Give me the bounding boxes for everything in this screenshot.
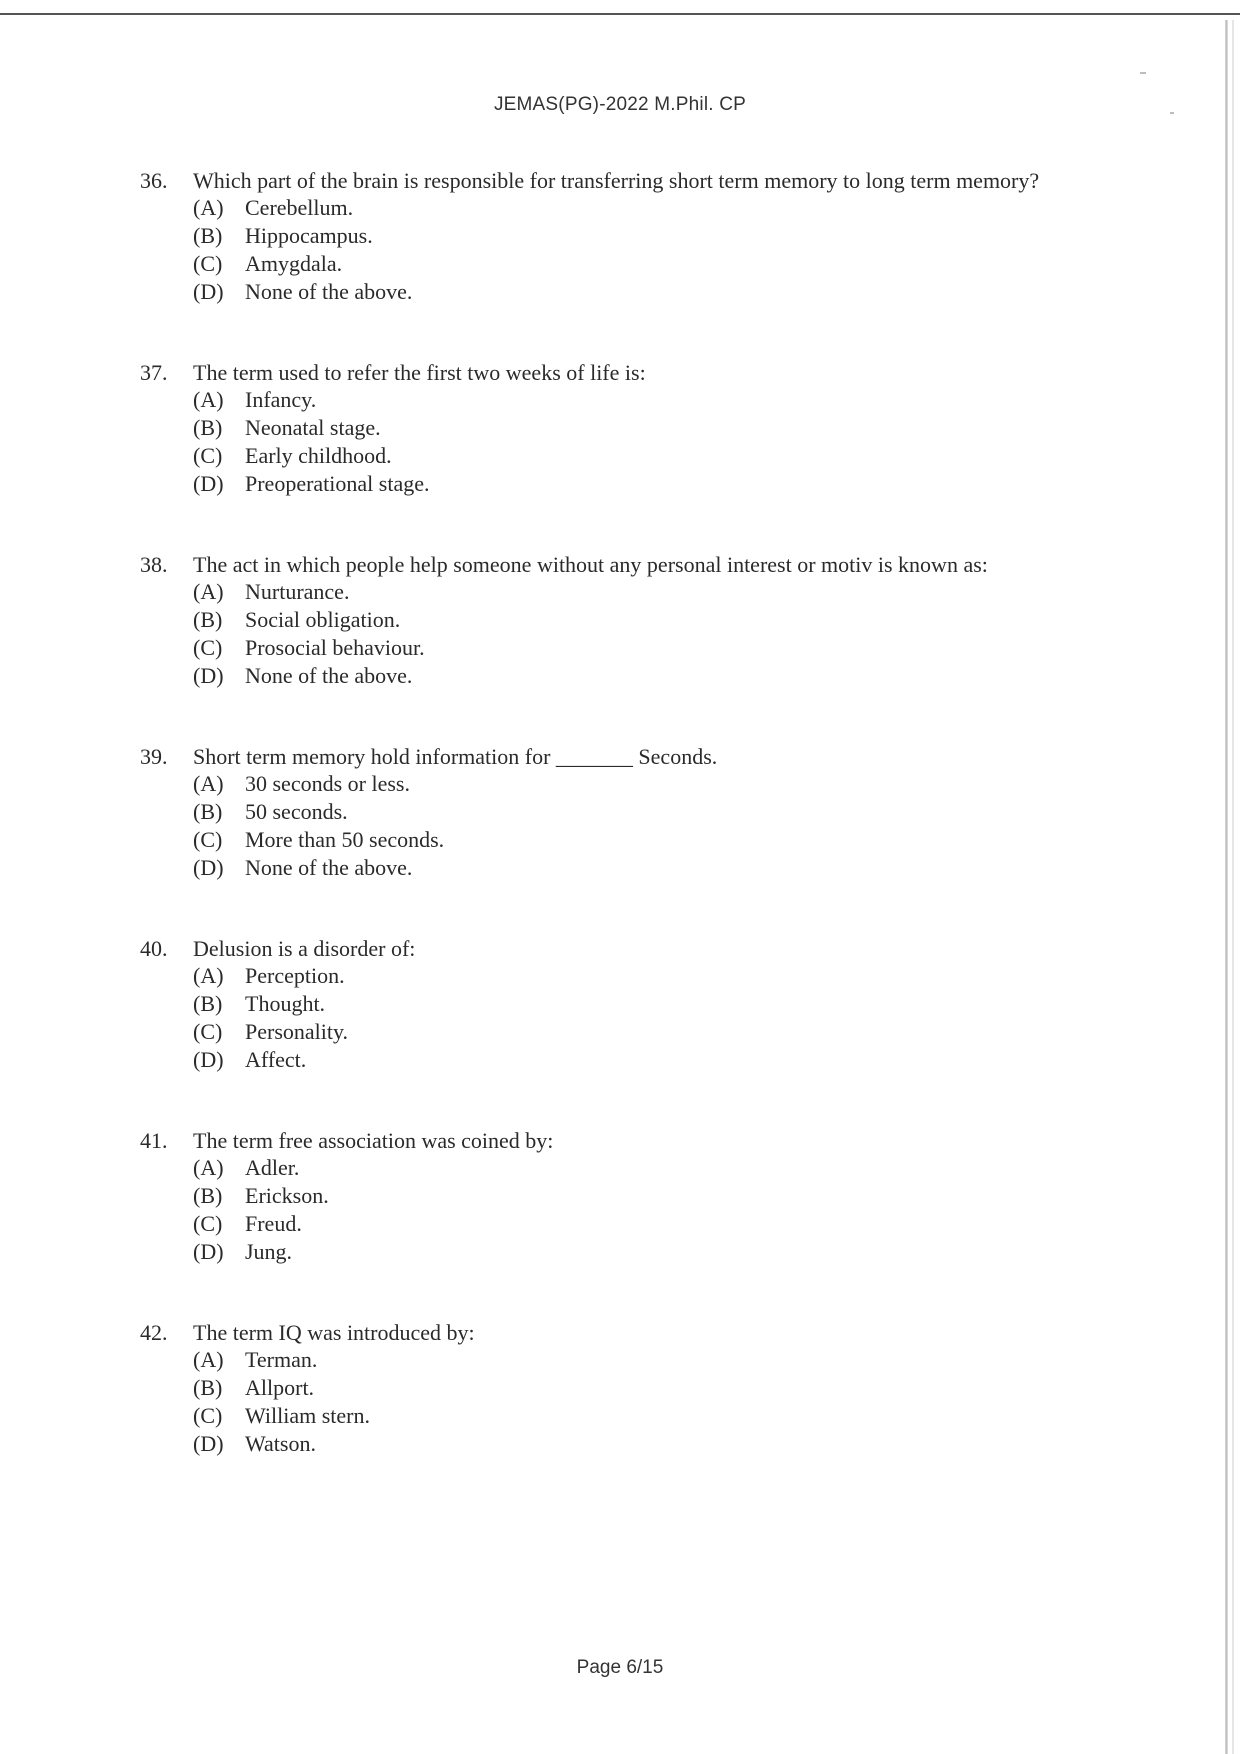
option-text: None of the above.	[245, 855, 413, 880]
option-label: (C)	[193, 1403, 223, 1428]
option-label: (B)	[193, 415, 223, 440]
option-text: Nurturance.	[245, 579, 350, 604]
option-item	[193, 1374, 1240, 1402]
option-label: (B)	[193, 607, 223, 632]
option-label: (C)	[193, 251, 223, 276]
option-item	[193, 854, 1240, 882]
option-text: Early childhood.	[245, 443, 392, 468]
question-number: 41.	[140, 1128, 168, 1153]
question-stem	[0, 936, 1063, 962]
option-item	[193, 470, 1240, 498]
option-item	[193, 578, 1240, 606]
option-text: Cerebellum.	[245, 195, 354, 220]
option-label: (C)	[193, 443, 223, 468]
option-label: (D)	[193, 855, 224, 880]
option-list	[0, 194, 1240, 306]
option-item	[193, 1154, 1240, 1182]
option-list	[0, 770, 1240, 882]
option-label: (A)	[193, 195, 224, 220]
option-text: Social obligation.	[245, 607, 401, 632]
option-text: None of the above.	[245, 663, 413, 688]
question-text: The act in which people help someone without any personal interest or motiv is known as:	[193, 552, 988, 577]
question-item	[0, 168, 1240, 306]
option-label: (D)	[193, 1047, 224, 1072]
question-stem	[0, 552, 1063, 578]
option-item	[193, 1182, 1240, 1210]
option-label: (A)	[193, 387, 224, 412]
option-item	[193, 798, 1240, 826]
question-stem	[0, 1320, 1063, 1346]
option-text: Hippocampus.	[245, 223, 373, 248]
option-label: (A)	[193, 771, 224, 796]
page-header: JEMAS(PG)-2022 M.Phil. CP	[493, 94, 747, 115]
question-item	[0, 552, 1240, 690]
option-label: (A)	[193, 963, 224, 988]
question-text: Delusion is a disorder of:	[193, 936, 416, 961]
option-text: Terman.	[245, 1347, 318, 1372]
question-stem	[0, 1128, 1063, 1154]
option-item	[193, 770, 1240, 798]
question-item	[0, 936, 1240, 1074]
option-item	[193, 250, 1240, 278]
option-text: 50 seconds.	[245, 799, 348, 824]
option-item	[193, 222, 1240, 250]
option-label: (D)	[193, 1431, 224, 1456]
page-number: Page 6/15	[576, 1657, 664, 1678]
option-item	[193, 1238, 1240, 1266]
option-item	[193, 606, 1240, 634]
option-list	[0, 1346, 1240, 1458]
option-text: Infancy.	[245, 387, 317, 412]
question-item	[0, 1128, 1240, 1266]
option-item	[193, 1430, 1240, 1458]
question-number: 38.	[140, 552, 168, 577]
option-item	[193, 962, 1240, 990]
option-item	[193, 1402, 1240, 1430]
question-item	[0, 360, 1240, 498]
question-stem	[0, 168, 1063, 194]
option-text: Jung.	[245, 1239, 293, 1264]
question-number: 39.	[140, 744, 168, 769]
option-text: Amygdala.	[245, 251, 343, 276]
option-text: Affect.	[245, 1047, 307, 1072]
option-text: Neonatal stage.	[245, 415, 381, 440]
option-item	[193, 278, 1240, 306]
question-text: Which part of the brain is responsible for transferring short term memory to long term memory?	[193, 168, 1040, 193]
question-stem	[0, 744, 1063, 770]
option-text: Thought.	[245, 991, 326, 1016]
option-item	[193, 386, 1240, 414]
option-label: (B)	[193, 799, 223, 824]
option-item	[193, 414, 1240, 442]
option-text: More than 50 seconds.	[245, 827, 445, 852]
option-label: (D)	[193, 663, 224, 688]
question-text: The term used to refer the first two weeks of life is:	[193, 360, 646, 385]
question-text: Short term memory hold information for _______ Seconds.	[193, 744, 718, 769]
option-item	[193, 990, 1240, 1018]
option-label: (D)	[193, 279, 224, 304]
option-label: (C)	[193, 827, 223, 852]
option-item	[193, 1346, 1240, 1374]
option-label: (B)	[193, 991, 223, 1016]
option-list	[0, 962, 1240, 1074]
option-list	[0, 386, 1240, 498]
option-label: (A)	[193, 579, 224, 604]
option-text: Prosocial behaviour.	[245, 635, 425, 660]
option-label: (C)	[193, 635, 223, 660]
question-item	[0, 1320, 1240, 1458]
option-text: Erickson.	[245, 1183, 329, 1208]
question-text: The term IQ was introduced by:	[193, 1320, 475, 1345]
option-text: 30 seconds or less.	[245, 771, 410, 796]
option-text: Freud.	[245, 1211, 302, 1236]
scan-speck	[1140, 72, 1146, 74]
option-item	[193, 1210, 1240, 1238]
option-item	[193, 1018, 1240, 1046]
option-text: Preoperational stage.	[245, 471, 430, 496]
option-label: (C)	[193, 1211, 223, 1236]
option-label: (B)	[193, 223, 223, 248]
option-item	[193, 826, 1240, 854]
option-text: Perception.	[245, 963, 345, 988]
option-label: (A)	[193, 1155, 224, 1180]
question-number: 36.	[140, 168, 168, 193]
option-text: None of the above.	[245, 279, 413, 304]
option-item	[193, 442, 1240, 470]
option-label: (B)	[193, 1375, 223, 1400]
option-text: Adler.	[245, 1155, 300, 1180]
option-item	[193, 194, 1240, 222]
option-text: William stern.	[245, 1403, 370, 1428]
question-list	[0, 168, 1240, 1512]
option-label: (B)	[193, 1183, 223, 1208]
question-number: 37.	[140, 360, 168, 385]
option-label: (D)	[193, 1239, 224, 1264]
question-number: 40.	[140, 936, 168, 961]
top-border-line	[0, 13, 1240, 15]
option-text: Allport.	[245, 1375, 315, 1400]
question-number: 42.	[140, 1320, 168, 1345]
option-item	[193, 634, 1240, 662]
option-label: (D)	[193, 471, 224, 496]
question-stem	[0, 360, 1063, 386]
option-text: Watson.	[245, 1431, 316, 1456]
option-text: Personality.	[245, 1019, 349, 1044]
option-item	[193, 662, 1240, 690]
option-label: (A)	[193, 1347, 224, 1372]
question-text: The term free association was coined by:	[193, 1128, 554, 1153]
option-label: (C)	[193, 1019, 223, 1044]
question-item	[0, 744, 1240, 882]
option-list	[0, 1154, 1240, 1266]
option-list	[0, 578, 1240, 690]
option-item	[193, 1046, 1240, 1074]
